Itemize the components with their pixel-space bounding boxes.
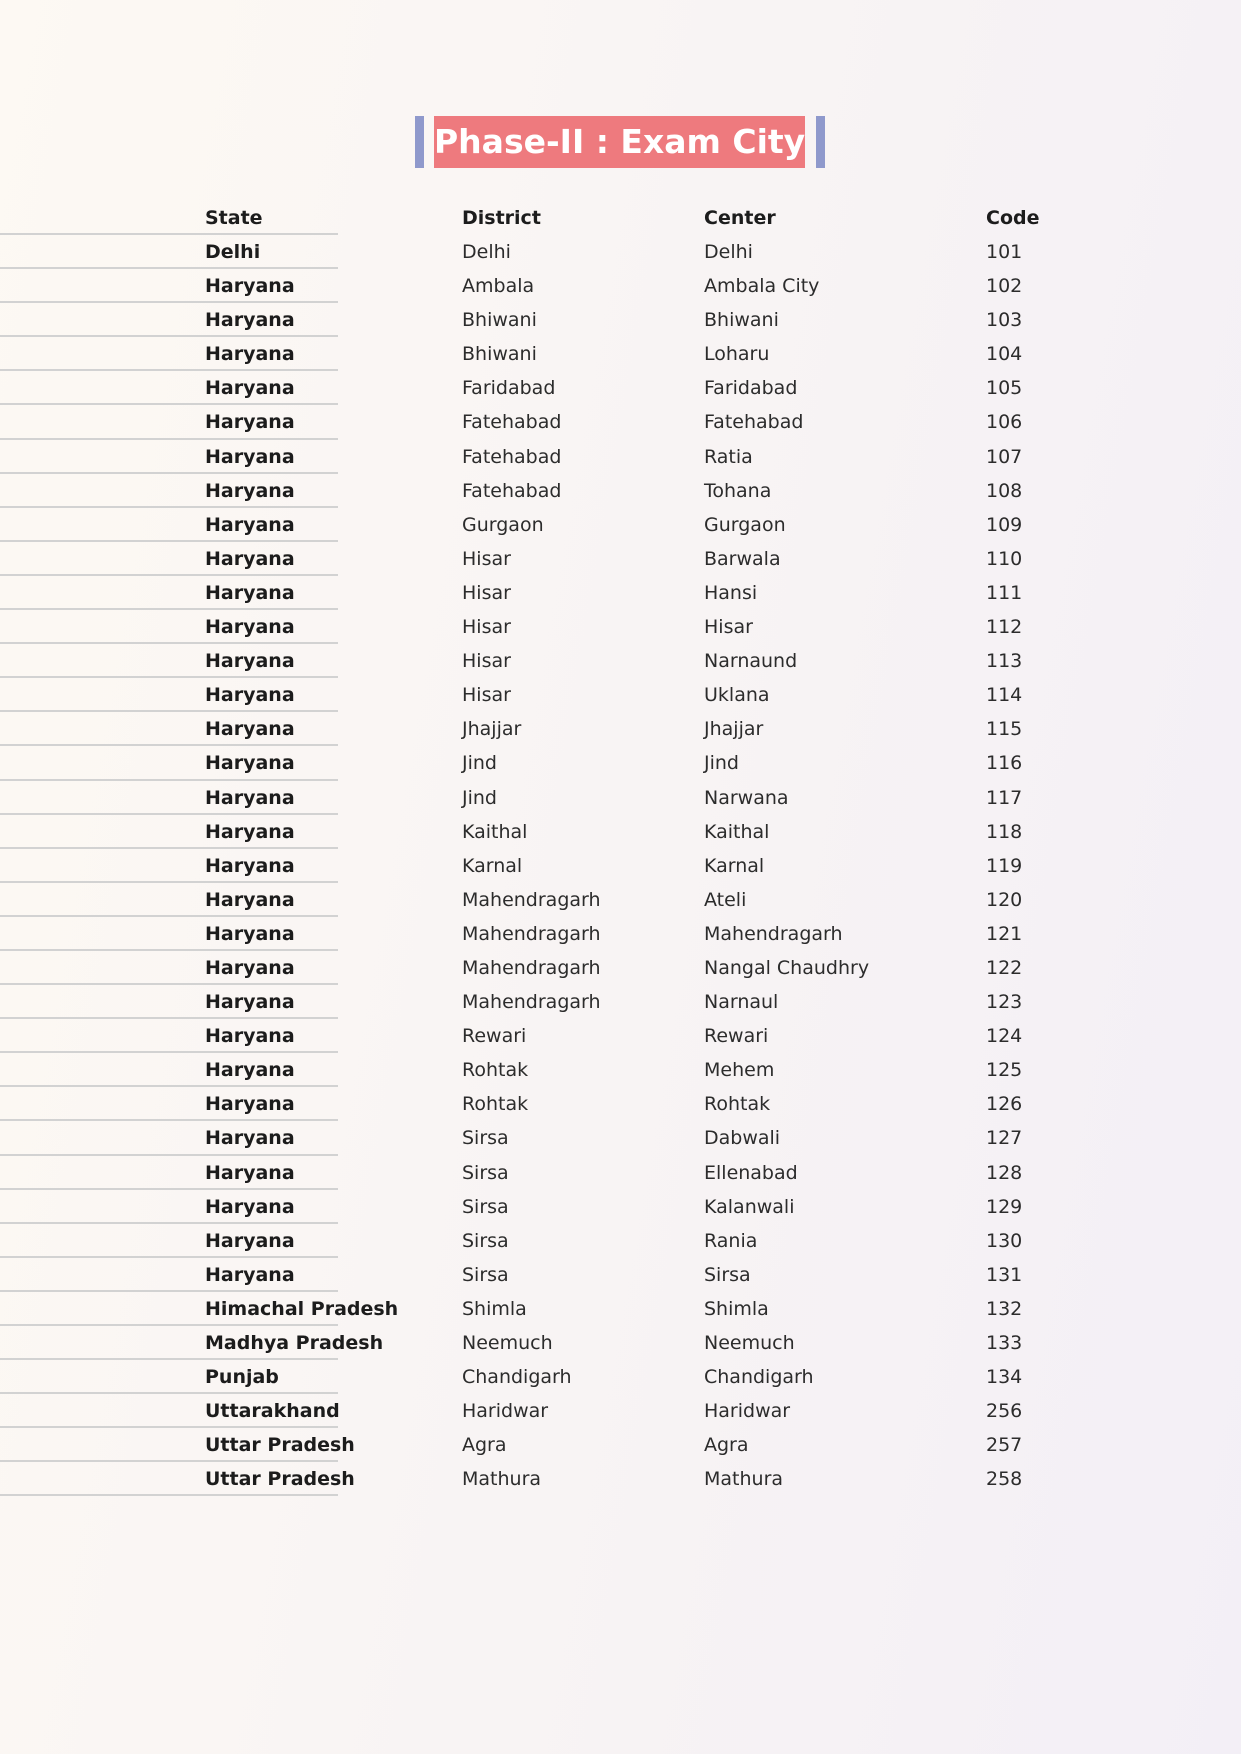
cell-district: Haridwar [462,1400,549,1423]
table-row [0,917,1241,951]
cell-code: 110 [986,547,1023,570]
cell-center: Ellenabad [704,1161,798,1184]
cell-state: Delhi [205,241,261,263]
cell-code: 113 [986,650,1023,673]
header-center: Center [704,207,776,229]
title-bar-left [415,116,424,168]
cell-code: 105 [986,377,1023,400]
cell-state: Haryana [205,956,295,979]
cell-state: Haryana [205,1025,295,1048]
cell-code: 104 [986,343,1023,366]
cell-state: Punjab [205,1366,279,1389]
table-row [0,235,1241,269]
cell-district: Mahendragarh [462,888,601,911]
cell-district: Jind [462,786,497,809]
cell-district: Sirsa [462,1195,509,1218]
cell-state: Haryana [205,547,295,570]
cell-district: Karnal [462,854,523,877]
cell-center: Neemuch [704,1332,795,1354]
cell-center: Ambala City [704,275,820,298]
cell-center: Uklana [704,684,770,707]
cell-district: Ambala [462,275,535,298]
cell-state: Madhya Pradesh [205,1332,384,1354]
table-header [0,201,1241,235]
cell-center: Faridabad [704,377,798,400]
cell-state: Haryana [205,854,295,877]
table-row [0,1190,1241,1224]
cell-district: Rohtak [462,1059,529,1082]
cell-state: Haryana [205,991,295,1014]
cell-state: Haryana [205,275,295,298]
cell-code: 129 [986,1195,1023,1218]
cell-state: Haryana [205,377,295,400]
cell-state: Haryana [205,1161,295,1184]
table-row [0,1360,1241,1394]
cell-state: Haryana [205,411,295,434]
cell-code: 125 [986,1059,1023,1082]
header-state: State [205,207,263,229]
table-row [0,1121,1241,1155]
cell-district: Sirsa [462,1127,509,1150]
row-divider [0,1494,338,1496]
cell-code: 101 [986,241,1023,263]
cell-state: Haryana [205,616,295,639]
cell-code: 114 [986,684,1023,707]
cell-state: Haryana [205,479,295,502]
cell-code: 258 [986,1468,1023,1491]
table-row [0,1394,1241,1428]
cell-district: Bhiwani [462,343,537,366]
table-row [0,883,1241,917]
cell-code: 130 [986,1229,1023,1252]
cell-district: Mathura [462,1468,542,1491]
cell-center: Delhi [704,241,753,263]
table-row [0,1292,1241,1326]
cell-state: Uttarakhand [205,1400,340,1423]
cell-district: Mahendragarh [462,956,601,979]
cell-state: Haryana [205,445,295,468]
table-row [0,849,1241,883]
cell-center: Mahendragarh [704,922,843,945]
cell-code: 118 [986,820,1023,843]
cell-district: Shimla [462,1297,527,1320]
table-row [0,542,1241,576]
cell-center: Dabwali [704,1127,781,1150]
table-row [0,337,1241,371]
cell-state: Haryana [205,650,295,673]
table-row [0,985,1241,1019]
cell-center: Fatehabad [704,411,804,434]
table-row [0,1462,1241,1496]
cell-district: Mahendragarh [462,922,601,945]
header-district: District [462,207,541,229]
cell-code: 120 [986,888,1023,911]
table-row [0,508,1241,542]
cell-center: Chandigarh [704,1366,814,1389]
title-bar-right [816,116,825,168]
table-row [0,644,1241,678]
title-banner [0,114,1241,168]
table-row [0,405,1241,439]
exam-city-table [0,201,1241,1496]
cell-center: Tohana [704,479,772,502]
cell-state: Haryana [205,888,295,911]
cell-district: Fatehabad [462,445,562,468]
cell-code: 117 [986,786,1023,809]
cell-district: Chandigarh [462,1366,572,1389]
cell-code: 256 [986,1400,1023,1423]
cell-state: Haryana [205,1093,295,1116]
cell-state: Haryana [205,343,295,366]
cell-district: Agra [462,1434,507,1457]
cell-state: Haryana [205,309,295,332]
cell-code: 109 [986,513,1023,536]
cell-center: Ateli [704,888,747,911]
table-row [0,371,1241,405]
cell-state: Haryana [205,786,295,809]
cell-center: Agra [704,1434,749,1457]
cell-center: Hisar [704,616,753,639]
cell-code: 107 [986,445,1023,468]
cell-center: Jind [704,752,739,775]
cell-center: Gurgaon [704,513,786,536]
cell-district: Hisar [462,581,511,604]
cell-center: Loharu [704,343,770,366]
table-row [0,1428,1241,1462]
cell-district: Sirsa [462,1161,509,1184]
table-row [0,269,1241,303]
cell-center: Hansi [704,581,758,604]
cell-center: Narnaund [704,650,798,673]
cell-code: 131 [986,1263,1023,1286]
table-row [0,1053,1241,1087]
cell-center: Narnaul [704,991,779,1014]
table-row [0,303,1241,337]
cell-state: Haryana [205,718,295,741]
cell-center: Sirsa [704,1263,751,1286]
cell-district: Fatehabad [462,479,562,502]
cell-state: Haryana [205,1059,295,1082]
cell-district: Hisar [462,547,511,570]
cell-code: 111 [986,581,1023,604]
cell-district: Fatehabad [462,411,562,434]
cell-code: 106 [986,411,1023,434]
cell-state: Haryana [205,922,295,945]
cell-state: Haryana [205,1195,295,1218]
cell-code: 127 [986,1127,1023,1150]
cell-district: Bhiwani [462,309,537,332]
cell-center: Rania [704,1229,758,1252]
table-row [0,712,1241,746]
cell-district: Hisar [462,650,511,673]
table-row [0,576,1241,610]
cell-district: Faridabad [462,377,556,400]
table-row [0,440,1241,474]
cell-center: Barwala [704,547,781,570]
table-row [0,781,1241,815]
cell-code: 122 [986,956,1023,979]
cell-code: 119 [986,854,1023,877]
cell-district: Sirsa [462,1263,509,1286]
cell-center: Kalanwali [704,1195,795,1218]
cell-center: Narwana [704,786,789,809]
cell-code: 257 [986,1434,1023,1457]
table-row [0,951,1241,985]
cell-district: Jind [462,752,497,775]
cell-state: Himachal Pradesh [205,1297,399,1320]
table-row [0,474,1241,508]
cell-state: Haryana [205,581,295,604]
cell-state: Haryana [205,1263,295,1286]
table-row [0,815,1241,849]
cell-state: Haryana [205,820,295,843]
cell-center: Nangal Chaudhry [704,956,870,979]
cell-code: 115 [986,718,1023,741]
cell-state: Uttar Pradesh [205,1434,355,1457]
cell-center: Haridwar [704,1400,791,1423]
cell-state: Haryana [205,513,295,536]
cell-center: Mehem [704,1059,775,1082]
cell-center: Rewari [704,1025,769,1048]
cell-state: Uttar Pradesh [205,1468,355,1491]
cell-district: Hisar [462,616,511,639]
table-row [0,610,1241,644]
table-row [0,1326,1241,1360]
cell-code: 108 [986,479,1023,502]
table-row [0,1087,1241,1121]
cell-district: Sirsa [462,1229,509,1252]
cell-state: Haryana [205,752,295,775]
table-row [0,1019,1241,1053]
cell-code: 121 [986,922,1023,945]
table-row [0,678,1241,712]
cell-code: 134 [986,1366,1023,1389]
cell-district: Gurgaon [462,513,544,536]
cell-code: 123 [986,991,1023,1014]
cell-code: 124 [986,1025,1023,1048]
cell-district: Kaithal [462,820,528,843]
table-row [0,746,1241,780]
cell-code: 112 [986,616,1023,639]
cell-district: Rewari [462,1025,527,1048]
cell-code: 103 [986,309,1023,332]
cell-center: Mathura [704,1468,784,1491]
cell-code: 126 [986,1093,1023,1116]
cell-center: Kaithal [704,820,770,843]
cell-district: Rohtak [462,1093,529,1116]
table-row [0,1258,1241,1292]
cell-center: Rohtak [704,1093,771,1116]
cell-center: Bhiwani [704,309,779,332]
cell-code: 132 [986,1297,1023,1320]
table-row [0,1156,1241,1190]
cell-district: Neemuch [462,1332,553,1354]
cell-code: 133 [986,1332,1023,1354]
cell-district: Jhajjar [462,718,522,741]
cell-center: Jhajjar [704,718,764,741]
cell-district: Hisar [462,684,511,707]
cell-district: Mahendragarh [462,991,601,1014]
cell-center: Ratia [704,445,753,468]
cell-district: Delhi [462,241,511,263]
cell-state: Haryana [205,684,295,707]
cell-code: 102 [986,275,1023,298]
cell-code: 128 [986,1161,1023,1184]
table-row [0,1224,1241,1258]
cell-state: Haryana [205,1229,295,1252]
cell-code: 116 [986,752,1023,775]
page-title: Phase-II : Exam City [434,116,805,168]
header-code: Code [986,207,1040,229]
cell-center: Karnal [704,854,765,877]
cell-center: Shimla [704,1297,769,1320]
cell-state: Haryana [205,1127,295,1150]
